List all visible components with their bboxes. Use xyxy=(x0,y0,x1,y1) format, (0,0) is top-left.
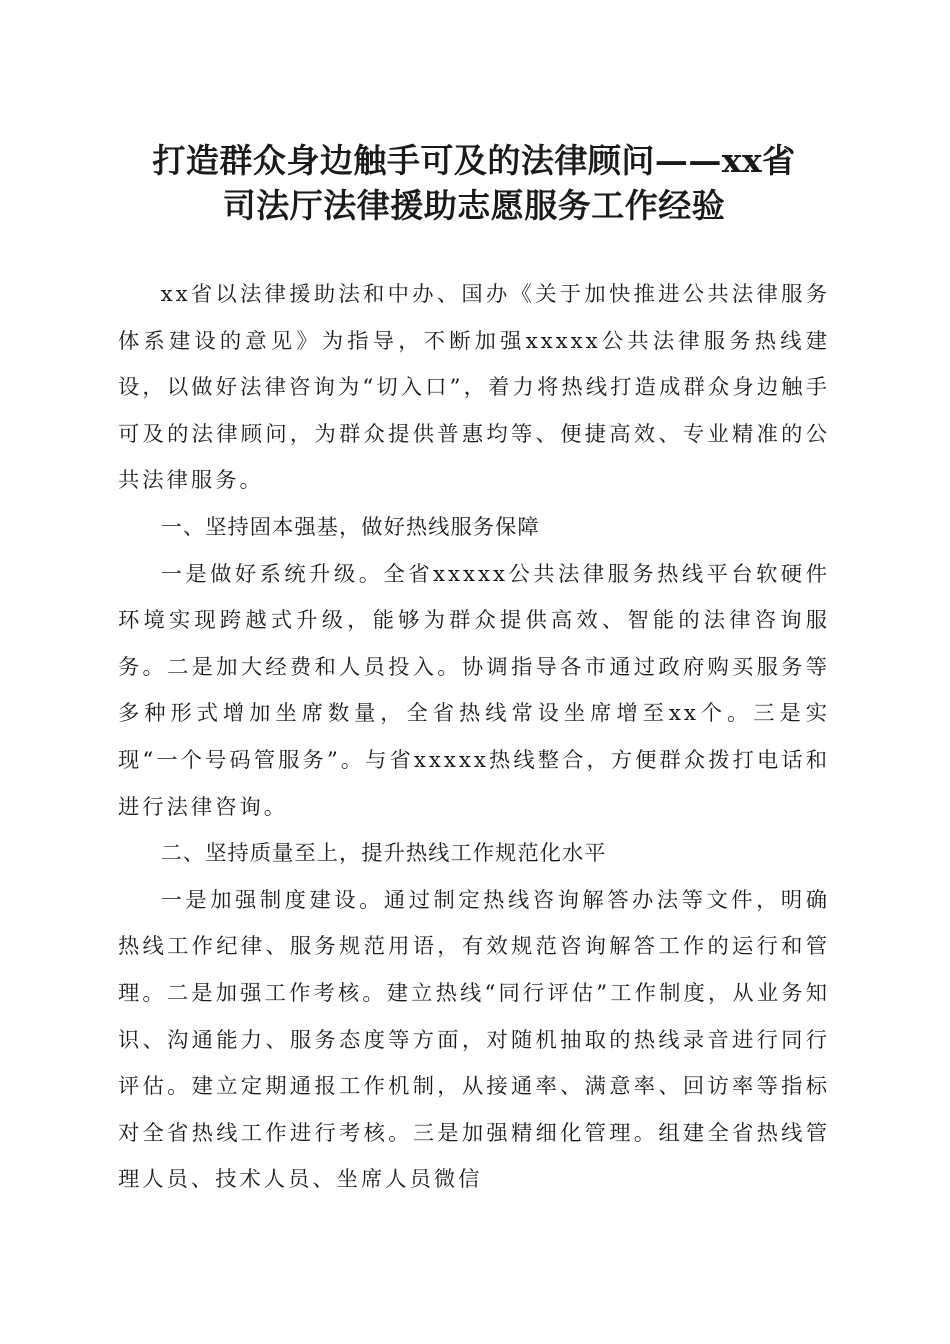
document-body xyxy=(118,272,830,1204)
intro-paragraph: xx省以法律援助法和中办、国办《关于加快推进公共法律服务体系建设的意见》为指导，不断加强xxxxx公共法律服务热线建设，以做好法律咨询为“切入口”，着力将热线打造成群众身边触手可及的法律顾问，为群众提供普惠均等、便捷高效、专业精准的公共法律服务。 xyxy=(118,282,830,494)
title-line-2: 司法厅法律援助志愿服务工作经验 xyxy=(222,186,726,225)
title-line-1: 打造群众身边触手可及的法律顾问——xx省 xyxy=(152,141,796,180)
section-2-paragraph: 一是加强制度建设。通过制定热线咨询解答办法等文件，明确热线工作纪律、服务规范用语，有效规范咨询解答工作的运行和管理。二是加强工作考核。建立热线“同行评估”工作制度，从业务知识、沟通能力、服务态度等方面，对随机抽取的热线录音进行同行评估。建立定期通报工作机制，从接通率、满意率、回访率等指标对全省热线工作进行考核。三是加强精细化管理。组建全省热线管理人员、技术人员、坐席人员微信 xyxy=(118,887,830,1193)
section-1-paragraph: 一是做好系统升级。全省xxxxx公共法律服务热线平台软硬件环境实现跨越式升级，能够为群众提供高效、智能的法律咨询服务。二是加大经费和人员投入。协调指导各市通过政府购买服务等多种形式增加坐席数量，全省热线常设坐席增至xx个。三是实现“一个号码管服务”。与省xxxxx热线整合，方便群众拨打电话和进行法律咨询。 xyxy=(118,561,830,820)
section-2-heading: 二、坚持质量至上，提升热线工作规范化水平 xyxy=(160,841,607,867)
section-1-heading: 一、坚持固本强基，做好热线服务保障 xyxy=(160,514,540,540)
document-title xyxy=(118,138,830,228)
